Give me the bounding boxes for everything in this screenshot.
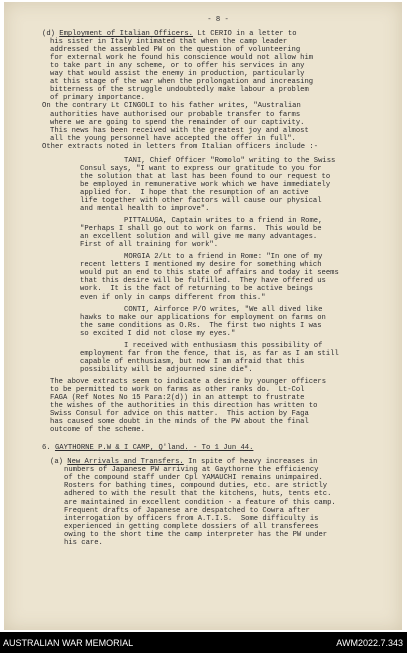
quote-line: MORGIA 2/Lt to a friend in Rome: "In one of my [124, 253, 323, 262]
quote-line: "Perhaps I shall go out to work on farms. This would be [80, 225, 322, 234]
section-a-line: his care. [64, 538, 103, 547]
quote-line: applied for. I hope that the resumption of an active [80, 188, 309, 197]
section-a-line: are maintained in excellent condition - a feature of this camp. [64, 498, 336, 507]
quote-line: work. It is the fact of returning to be active beings [80, 285, 313, 294]
footer-institution: AUSTRALIAN WAR MEMORIAL [3, 638, 134, 648]
quote-line: life together with other factors will cause our physical [80, 196, 322, 205]
page-number: - 8 - [207, 16, 229, 24]
summary-line: has caused some doubt in the minds of the PW about the final [50, 418, 309, 427]
section-6-heading: GAYTHORNE P.W & I CAMP, Q'land. [54, 444, 189, 453]
quote-line: the same conditions as O.Rs. The first two nights I was [80, 321, 322, 330]
section-a-line: adhered to with the result that the kitchens, huts, tents etc. [64, 490, 332, 499]
quote-line: First of all training for work". [80, 241, 219, 250]
section-d-first-line [42, 30, 394, 38]
quote-line: Consul says, "I want to express our gratitude to you for [80, 164, 322, 173]
archive-footer [0, 632, 407, 653]
summary-line: FAGA (Ref Notes No 15 Para:2(d)) in an attempt to frustrate [50, 394, 305, 403]
quote-line: an excellent solution and will give me many advantages. [80, 233, 318, 242]
quote-line: capable of enthusiasm, but now I am afraid that this [80, 357, 305, 366]
quote-line: the solution that at last has been found to our request to [80, 172, 331, 181]
quote-line: CONTI, Airforce P/O writes, "We all dived like [124, 305, 323, 314]
section-d-line: at this stage of the war when the prolongation and increasing [50, 78, 314, 87]
document-page [4, 2, 402, 630]
quote-line: even if only in camps different from this." [80, 293, 266, 302]
section-d-line: way that would assist the enemy in production, particularly [50, 70, 305, 79]
quote-line: TANI, Chief Officer "Romolo" writing to the Swiss [124, 156, 336, 165]
quote-line: and mental health to improve". [80, 205, 210, 214]
summary-line: outcome of the scheme. [50, 426, 145, 435]
section-d-line: where we are going to spend the remainder of our captivity. [50, 118, 305, 127]
quote-line: be employed in remunerative work which we have immediately [80, 180, 331, 189]
quote-line: recent letters I mentioned my desire for something which [80, 261, 322, 270]
section-a-label: (a) [50, 458, 63, 467]
section-d-line: addressed the assembled PW on the question of volunteering [50, 46, 301, 55]
section-6-number: 6. [42, 444, 51, 453]
section-a-line: numbers of Japanese PW arriving at Gaythorne the efficiency [64, 466, 319, 475]
section-d-line: all the young personnel have accepted the offer in full". [50, 134, 296, 143]
quote-line: that this desire will be fulfilled. They have offered us [80, 277, 326, 286]
document-body [42, 16, 394, 547]
section-d-line: On the contrary Lt CINGOLI to his father writes, "Australian [42, 102, 301, 111]
section-a-heading: New Arrivals and Transfers. [67, 458, 184, 467]
quote-line: possibility will be adjourned sine die". [80, 365, 253, 374]
section-d-line: Other extracts noted in letters from Italian officers include :- [42, 142, 319, 151]
footer-reference: AWM2022.7.343 [336, 638, 403, 648]
summary-line: the wishes of the authorities in this direction has written to [50, 402, 318, 411]
section-a-line: owing to the short time the camp interpreter has the PW under [64, 530, 328, 539]
quote-line: hawks to make our applications for employment on farms on [80, 313, 326, 322]
section-d-line: Lt CERIO in a letter to [193, 30, 297, 39]
quote-line: so excited I did not close my eyes." [80, 329, 236, 338]
summary-line: Swiss Consul for advice on this matter. This action by Faga [50, 410, 309, 419]
quote-line: would put an end to this state of affairs and today it seems [80, 269, 339, 278]
section-6-heading-line [42, 444, 394, 452]
section-a-line: of the compound staff under Cpl YAMAUCHI remains unimpaired. [64, 474, 323, 483]
quote-line: PITTALUGA, Captain writes to a friend in Rome, [124, 217, 323, 226]
section-a-line: experienced in getting complete dossiers of all transferees [64, 522, 319, 531]
section-d-heading: Employment of Italian Officers. [59, 30, 193, 39]
section-a-first-line [42, 458, 394, 466]
section-a-line: interrogation by officers from A.T.I.S. Some difficulty is [64, 514, 319, 523]
section-d-line: his sister in Italy intimated that when the camp leader [50, 38, 288, 47]
quote-line: I received with enthusiasm this possibility of [124, 341, 323, 350]
section-d-line: of primary importance. [50, 94, 145, 103]
section-a-line: Rosters for bathing times, compound duties, etc. are strictly [64, 482, 328, 491]
section-d-line: This news has been received with the greatest joy and almost [50, 126, 309, 135]
section-d-line: to take part in any scheme, or to offer his services in any [50, 62, 305, 71]
section-a-line: Frequent drafts of Japanese are despatched to Cowra after [64, 506, 310, 515]
summary-line: The above extracts seem to indicate a desire by younger officers [50, 377, 327, 386]
section-d-label: (d) [42, 30, 55, 39]
quote-line: employment far from the fence, that is, as far as I am still [80, 349, 339, 358]
section-6-period: - To 1 Jun 44. [188, 444, 254, 453]
summary-line: to be permitted to work on farms as other ranks do. Lt-Col [50, 385, 305, 394]
section-d-line: bitterness of the struggle undoubtedly make labour a problem [50, 86, 309, 95]
section-d-line: for external work he found his conscience would not allow him [50, 54, 314, 63]
section-d-line: authorities have authorised our probable transfer to farms [50, 110, 301, 119]
section-a-line: In spite of heavy increases in [183, 458, 318, 467]
